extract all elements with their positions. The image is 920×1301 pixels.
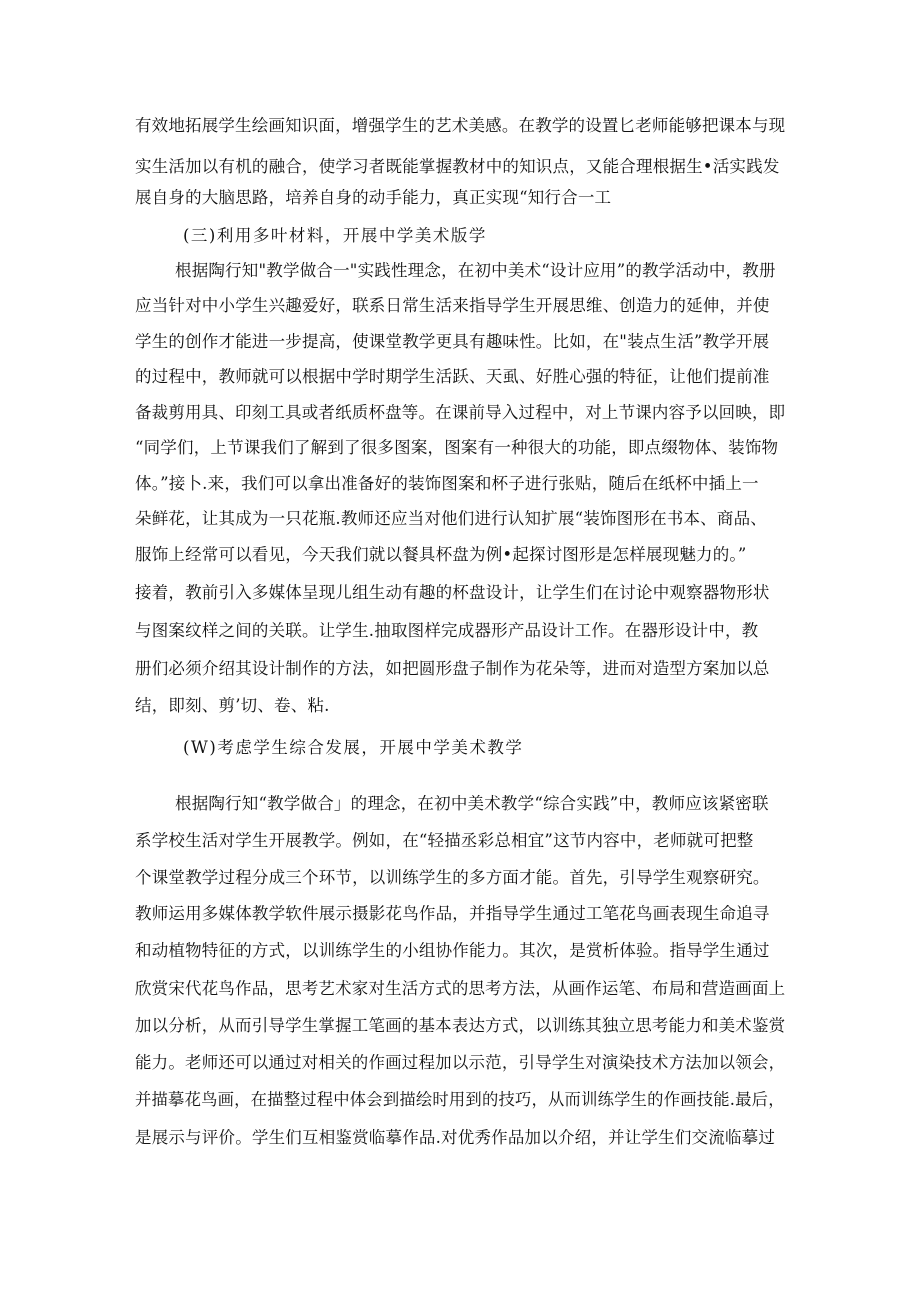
- paragraph-3-line-10: 是展示与评价。学生们互相鉴赏临摹作品.对优秀作品加以介绍，并让学生们交流临摹过: [135, 1128, 776, 1147]
- paragraph-2-line-12: 册们必须介绍其设计制作的方法，如把圆形盘子制作为花朵等，进而对造型方案加以总: [135, 659, 770, 678]
- paragraph-2-line-5: 备裁剪用具、印刻工具或者纸质杯盘等。在课前导入过程中，对上节课内容予以回映，即: [135, 403, 786, 422]
- paragraph-3-line-7: 加以分析，从而引导学生掌握工笔画的基本表达方式，以训练其独立思考能力和美术鉴赏: [135, 1016, 786, 1035]
- paragraph-3-line-8: 能力。老师还可以通过对相关的作画过程加以示范，引导学生对演染技术方法加以领会，: [135, 1053, 786, 1072]
- paragraph-3-line-4: 教师运用多媒体教学软件展示摄影花鸟作品，并指导学生通过工笔花鸟画表现生命追寻: [135, 904, 770, 923]
- paragraph-3-line-1: 根据陶行知“教学做合」的理念，在初中美术教学“综合实践”中，教师应该紧密联: [175, 794, 769, 813]
- paragraph-3-line-2: 系学校生活对学生开展教学。例如，在“轻描丞彩总相宜”这节内容中，老师就可把整: [135, 831, 754, 850]
- paragraph-2-line-10: 接着，教前引入多媒体呈现儿组生动有趣的杯盘设计，让学生们在讨论中观察器物形状: [135, 583, 770, 602]
- paragraph-2-line-3: 学生的创作才能进一步提高，使课堂教学更具有趣味性。比如，在"装点生活”教学开展: [135, 332, 770, 351]
- section-heading-3: (三)利用多叶材料，开展中学美术版学: [183, 226, 487, 245]
- paragraph-2-line-2: 应当针对中小学生兴趣爱好，联系日常生活来指导学生开展思维、创造力的延伸，并使: [135, 296, 770, 315]
- paragraph-1-line-3: 展自身的大脑思路，培养自身的动手能力，真正实现“知行合一工: [135, 188, 612, 207]
- paragraph-2-line-1: 根据陶行知"教学做合一"实践性理念，在初中美术“设计应用”的教学活动中，教册: [175, 261, 776, 280]
- section-heading-4: (W)考虑学生综合发展，开展中学美术教学: [183, 738, 524, 757]
- paragraph-2-line-7: 体。”接卜.来，我们可以拿出准备好的装饰图案和杯子进行张贴，随后在纸杯中插上一: [135, 474, 759, 493]
- paragraph-3-line-3: 个课堂教学过程分成三个环节，以训练学生的多方面才能。首先，引导学生观察研究。: [135, 868, 770, 887]
- paragraph-1-line-2: 实生活加以有机的融合，使学习者既能掌握教材中的知识点，又能合理根据生•活实践发: [135, 157, 780, 176]
- paragraph-3-line-6: 欣赏宋代花鸟作品，思考艺术家对生活方式的思考方法，从画作运笔、布局和营造画面上: [135, 979, 786, 998]
- paragraph-2-line-11: 与图案纹样之间的关联。让学生.抽取图样完成器形产品设计工作。在器形设计中，教: [135, 621, 759, 640]
- paragraph-1-line-1: 有效地拓展学生绘画知识面，增强学生的艺术美感。在教学的设置匕老师能够把课本与现: [135, 116, 786, 135]
- paragraph-3-line-9: 并描摹花鸟画，在描整过程中体会到描绘时用到的技巧，从而训练学生的作画技能.最后，: [135, 1090, 785, 1109]
- paragraph-2-line-9: 服饰上经常可以看见，今天我们就以餐具杯盘为例•起探讨图形是怎样展现魅力的。”: [135, 545, 747, 564]
- paragraph-2-line-8: 朵鲜花，让其成为一只花瓶.教师还应当对他们进行认知扩展“装饰图形在书本、商品、: [135, 509, 767, 528]
- paragraph-2-line-4: 的过程中，教师就可以根据中学时期学生活跃、天虱、好胜心强的特征，让他们提前准: [135, 367, 770, 386]
- paragraph-2-line-13: 结，即刻、剪’切、卷、粘.: [135, 696, 330, 715]
- paragraph-2-line-6: “同学们，上节课我们了解到了很多图案，图案有一种很大的功能，即点缀物体、装饰物: [135, 438, 779, 457]
- paragraph-3-line-5: 和动植物特征的方式，以训练学生的小组协作能力。其次，是赏析体验。指导学生通过: [135, 941, 770, 960]
